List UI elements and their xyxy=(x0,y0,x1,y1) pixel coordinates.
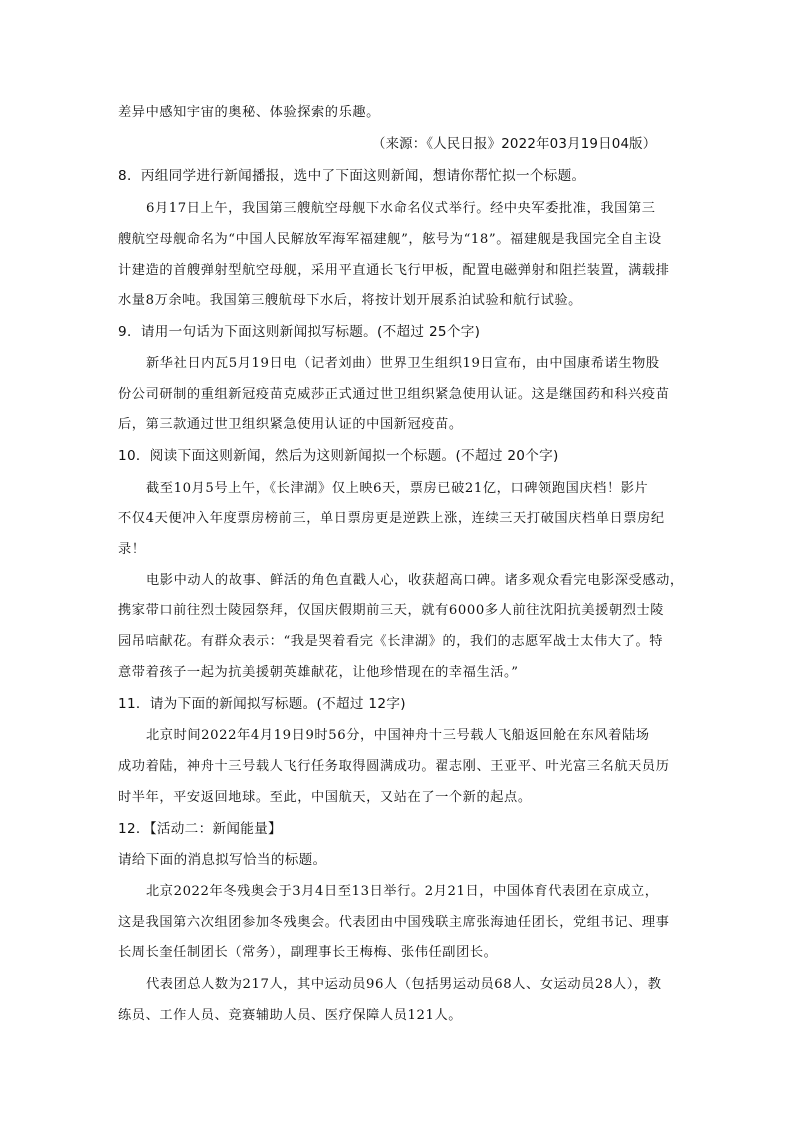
q11-paragraph-line: 成功着陆，神舟十三号载人飞行任务取得圆满成功。翟志刚、王亚平、叶光富三名航天员历 xyxy=(118,759,670,774)
q10-paragraph-line: 携家带口前往烈士陵园祭拜，仅国庆假期前三天，就有6000多人前往沈阳抗美援朝烈士陵 xyxy=(118,603,665,618)
q9-paragraph-line: 份公司研制的重组新冠疫苗克威莎正式通过世卫组织紧急使用认证。这是继国药和科兴疫苗 xyxy=(118,387,670,402)
q12-paragraph-line: 这是我国第六次组团参加冬残奥会。代表团由中国残联主席张海迪任团长，党组书记、理事 xyxy=(118,915,670,930)
q11-paragraph-line: 时半年，平安返回地球。至此，中国航天，又站在了一个新的起点。 xyxy=(118,790,532,805)
q12-paragraph-line: 代表团总人数为217人，其中运动员96人（包括男运动员68人、女运动员28人），教 xyxy=(146,977,662,992)
q12-paragraph-line: 北京2022年冬残奥会于3月4日至13日举行。2月21日，中国体育代表团在京成立， xyxy=(146,884,659,899)
q10-paragraph-line: 截至10月5号上午，《长津湖》仅上映6天，票房已破21亿，口碑领跑国庆档！影片 xyxy=(146,481,649,496)
question-11-title: 11．请为下面的新闻拟写标题。(不超过 12字) xyxy=(118,696,406,712)
q8-paragraph-line: 水量8万余吨。我国第三艘航母下水后，将按计划开展系泊试验和航行试验。 xyxy=(118,293,582,308)
q9-paragraph-line: 后，第三款通过世卫组织紧急使用认证的中国新冠疫苗。 xyxy=(118,417,463,432)
intro-tail-text: 差异中感知宇宙的奥秘、体验探索的乐趣。 xyxy=(118,105,380,120)
q10-paragraph-line: 不仅4天便冲入年度票房榜前三，单日票房更是逆跌上涨，连续三天打破国庆档单日票房纪 xyxy=(118,511,665,526)
q12-paragraph-line: 练员、工作人员、竞赛辅助人员、医疗保障人员121人。 xyxy=(118,1008,463,1023)
question-10-title: 10．阅读下面这则新闻，然后为这则新闻拟一个标题。(不超过 20个字) xyxy=(118,448,559,464)
q10-paragraph-line: 园吊唁献花。有群众表示：“我是哭着看完《长津湖》的，我们的志愿军战士太伟大了。特 xyxy=(118,634,664,649)
q12-paragraph-line: 长周长奎任制团长（常务），副理事长王梅梅、张伟任副团长。 xyxy=(118,945,498,960)
q9-paragraph-line: 新华社日内瓦5月19日电（记者刘曲）世界卫生组织19日宣布，由中国康希诺生物股 xyxy=(146,356,660,371)
q11-paragraph-line: 北京时间2022年4月19日9时56分，中国神舟十三号载人飞船返回舱在东风着陆场 xyxy=(146,728,650,743)
question-12-title: 12．【活动二：新闻能量】 xyxy=(118,821,282,837)
q8-paragraph-line: 艘航空母舰命名为“中国人民解放军海军福建舰”，舷号为“18”。福建舰是我国完全自主设 xyxy=(118,232,662,247)
source-citation: （来源：《人民日报》2022年03月19日04版） xyxy=(372,137,657,152)
q10-paragraph-line: 意带着孩子一起为抗美援朝英雄献花，让他珍惜现在的幸福生活。” xyxy=(118,665,519,680)
q8-paragraph-line: 6月17日上午，我国第三艘航空母舰下水命名仪式举行。经中央军委批准，我国第三 xyxy=(146,201,656,216)
q8-paragraph-line: 计建造的首艘弹射型航空母舰，采用平直通长飞行甲板，配置电磁弹射和阻拦装置，满载排 xyxy=(118,263,670,278)
question-8-title: 8．丙组同学进行新闻播报，选中了下面这则新闻，想请你帮忙拟一个标题。 xyxy=(118,168,586,184)
question-9-title: 9．请用一句话为下面这则新闻拟写标题。(不超过 25个字) xyxy=(118,324,481,340)
q10-paragraph-line: 电影中动人的故事、鲜活的角色直戳人心，收获超高口碑。诸多观众看完电影深受感动， xyxy=(146,573,684,588)
question-12-subtitle: 请给下面的消息拟写恰当的标题。 xyxy=(118,852,327,868)
q10-paragraph-line: 录！ xyxy=(118,542,146,557)
